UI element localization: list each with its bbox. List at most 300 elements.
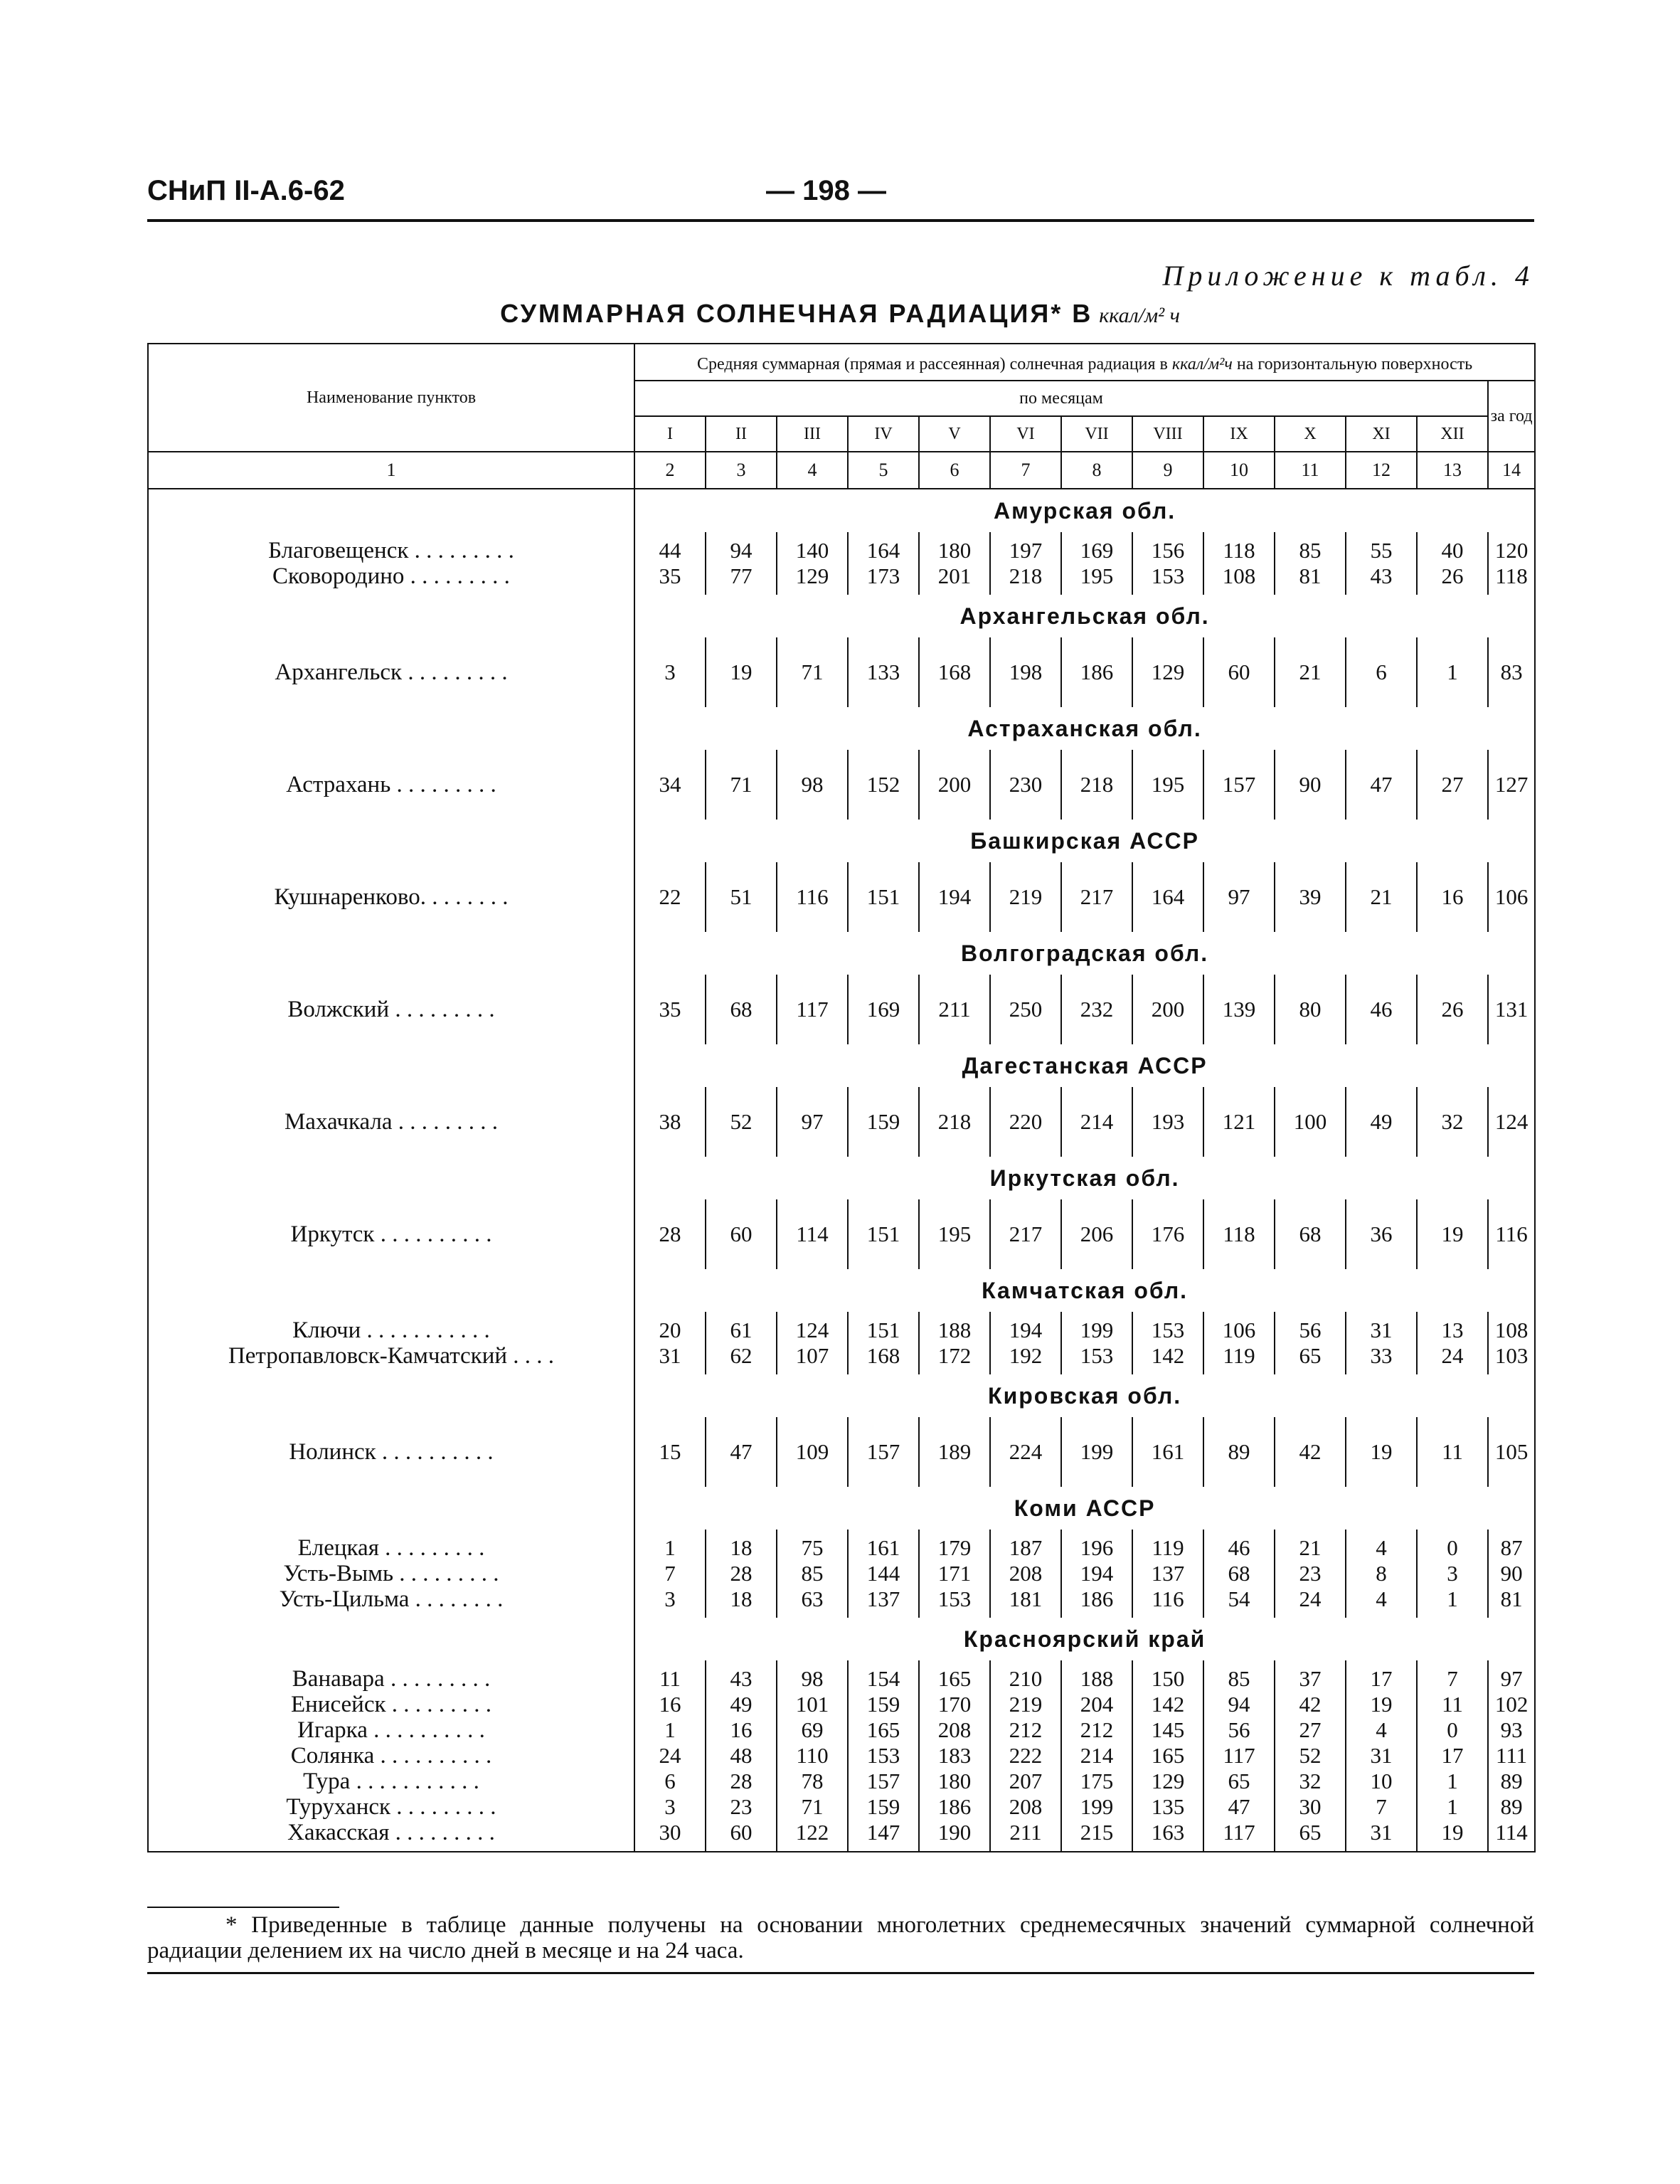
month-value: 117 bbox=[796, 997, 829, 1022]
month-value-cell bbox=[634, 1417, 706, 1487]
month-value-cell bbox=[1061, 975, 1132, 1044]
month-value-cell bbox=[634, 862, 706, 932]
month-value: 159 bbox=[866, 1794, 900, 1819]
month-value: 18 bbox=[730, 1586, 753, 1611]
month-value: 32 bbox=[1299, 1769, 1322, 1793]
month-value-cell bbox=[848, 532, 919, 595]
month-value-cell bbox=[1346, 1199, 1417, 1269]
region-name: Дагестанская АССР bbox=[634, 1044, 1535, 1087]
month-value-cell bbox=[1132, 1087, 1203, 1157]
month-value: 11 bbox=[1442, 1439, 1463, 1464]
month-value: 169 bbox=[866, 997, 900, 1022]
station-name: Архангельск . . . . . . . . . bbox=[275, 659, 508, 685]
month-value-cell bbox=[1417, 975, 1488, 1044]
month-value-cell bbox=[848, 1417, 919, 1487]
month-value: 199 bbox=[1080, 1439, 1114, 1464]
month-value-cell bbox=[1417, 1417, 1488, 1487]
month-value: 31 bbox=[1370, 1820, 1393, 1845]
month-value-cell bbox=[1203, 1312, 1275, 1374]
month-value: 36 bbox=[1370, 1221, 1393, 1246]
month-value-cell bbox=[990, 637, 1061, 707]
month-value: 153 bbox=[937, 1586, 972, 1611]
month-value: 23 bbox=[1299, 1561, 1322, 1586]
month-value: 60 bbox=[1228, 659, 1250, 684]
month-value: 18 bbox=[730, 1535, 753, 1560]
column-number: 11 bbox=[1275, 452, 1346, 489]
month-value: 34 bbox=[659, 772, 681, 797]
month-value-cell bbox=[1275, 1199, 1346, 1269]
month-value-cell bbox=[1346, 532, 1417, 595]
station-group-row bbox=[148, 532, 1535, 595]
month-value-cell bbox=[1346, 975, 1417, 1044]
month-value: 21 bbox=[1299, 1535, 1322, 1560]
month-value: 172 bbox=[937, 1343, 972, 1368]
month-value: 63 bbox=[801, 1586, 824, 1611]
region-header-row bbox=[148, 1157, 1535, 1199]
annual-value: 89 bbox=[1500, 1794, 1523, 1819]
annual-value: 90 bbox=[1500, 1561, 1523, 1586]
month-value: 1 bbox=[1447, 659, 1458, 684]
month-value: 117 bbox=[1223, 1820, 1255, 1845]
month-value: 194 bbox=[1080, 1561, 1114, 1586]
region-name: Иркутская обл. bbox=[634, 1157, 1535, 1199]
month-value-cell bbox=[1346, 1417, 1417, 1487]
month-value-cell bbox=[1061, 1417, 1132, 1487]
region-name: Архангельская обл. bbox=[634, 595, 1535, 637]
page-header bbox=[147, 175, 1534, 215]
month-value: 200 bbox=[1151, 997, 1185, 1022]
month-value: 173 bbox=[866, 563, 900, 588]
month-value: 151 bbox=[866, 1318, 900, 1342]
annual-value: 111 bbox=[1495, 1743, 1528, 1768]
month-value-cell bbox=[919, 1312, 990, 1374]
region-name: Амурская обл. bbox=[634, 489, 1535, 532]
month-value: 133 bbox=[866, 659, 900, 684]
annual-value-cell bbox=[1488, 1312, 1535, 1374]
column-number: 13 bbox=[1417, 452, 1488, 489]
month-value: 188 bbox=[937, 1318, 972, 1342]
region-header-row bbox=[148, 932, 1535, 975]
month-value: 109 bbox=[795, 1439, 829, 1464]
station-name: Тура . . . . . . . . . . . bbox=[303, 1769, 479, 1794]
month-value-cell bbox=[706, 1199, 777, 1269]
month-value: 1 bbox=[1447, 1794, 1458, 1819]
month-value: 46 bbox=[1370, 997, 1393, 1022]
month-value: 135 bbox=[1151, 1794, 1185, 1819]
month-value: 122 bbox=[795, 1820, 829, 1845]
month-value-cell bbox=[777, 1660, 848, 1852]
month-value: 43 bbox=[1370, 563, 1393, 588]
month-value: 161 bbox=[866, 1535, 900, 1560]
region-spacer bbox=[148, 489, 634, 532]
annual-value: 116 bbox=[1495, 1221, 1528, 1246]
month-value: 117 bbox=[1223, 1743, 1255, 1768]
month-value-cell bbox=[1132, 1312, 1203, 1374]
month-value: 150 bbox=[1151, 1666, 1185, 1691]
month-value-cell bbox=[1275, 1087, 1346, 1157]
month-value-cell bbox=[919, 862, 990, 932]
month-value-cell bbox=[1417, 1199, 1488, 1269]
station-name: Усть-Вымь . . . . . . . . . bbox=[283, 1561, 499, 1586]
header-month: VIII bbox=[1132, 416, 1203, 452]
month-value: 44 bbox=[659, 538, 681, 563]
month-value-cell bbox=[919, 1199, 990, 1269]
month-value-cell bbox=[1203, 637, 1275, 707]
month-value: 119 bbox=[1223, 1343, 1255, 1368]
month-value: 21 bbox=[1299, 659, 1322, 684]
month-value: 219 bbox=[1009, 884, 1043, 909]
month-value-cell bbox=[1346, 1530, 1417, 1618]
station-name: Сковородино . . . . . . . . . bbox=[272, 563, 510, 589]
month-value: 85 bbox=[801, 1561, 824, 1586]
month-value: 137 bbox=[1151, 1561, 1185, 1586]
month-value: 7 bbox=[1376, 1794, 1387, 1819]
month-value-cell bbox=[919, 975, 990, 1044]
month-value: 85 bbox=[1299, 538, 1322, 563]
footnote-rule bbox=[147, 1907, 339, 1908]
month-value: 121 bbox=[1222, 1109, 1256, 1134]
month-value-cell bbox=[990, 532, 1061, 595]
month-value-cell bbox=[1061, 1312, 1132, 1374]
month-value: 145 bbox=[1151, 1717, 1185, 1742]
annual-value: 131 bbox=[1494, 997, 1529, 1022]
month-value-cell bbox=[1132, 862, 1203, 932]
station-name: Петропавловск-Камчатский . . . . bbox=[228, 1343, 555, 1369]
month-value: 195 bbox=[1080, 563, 1114, 588]
station-group-row bbox=[148, 1417, 1535, 1487]
month-value-cell bbox=[1132, 1199, 1203, 1269]
month-value: 164 bbox=[866, 538, 900, 563]
month-value: 204 bbox=[1080, 1692, 1114, 1717]
station-names bbox=[148, 532, 634, 595]
month-value-cell bbox=[1061, 1660, 1132, 1852]
month-value: 108 bbox=[1222, 563, 1256, 588]
month-value: 61 bbox=[730, 1318, 753, 1342]
column-number: 10 bbox=[1203, 452, 1275, 489]
month-value: 11 bbox=[659, 1666, 681, 1691]
month-value: 142 bbox=[1151, 1692, 1185, 1717]
month-value: 49 bbox=[1370, 1109, 1393, 1134]
month-value-cell bbox=[634, 1087, 706, 1157]
month-value: 222 bbox=[1009, 1743, 1043, 1768]
month-value: 30 bbox=[659, 1820, 681, 1845]
month-value-cell bbox=[1132, 1530, 1203, 1618]
month-value: 189 bbox=[937, 1439, 972, 1464]
month-value: 214 bbox=[1080, 1743, 1114, 1768]
month-value-cell bbox=[634, 1660, 706, 1852]
region-spacer bbox=[148, 1044, 634, 1087]
radiation-table bbox=[147, 343, 1536, 1852]
header-month: XI bbox=[1346, 416, 1417, 452]
month-value: 16 bbox=[1441, 884, 1464, 909]
station-group-row bbox=[148, 1312, 1535, 1374]
annual-value: 124 bbox=[1494, 1109, 1529, 1134]
month-value-cell bbox=[777, 637, 848, 707]
month-value: 20 bbox=[659, 1318, 681, 1342]
month-value-cell bbox=[706, 975, 777, 1044]
station-name: Махачкала . . . . . . . . . bbox=[284, 1109, 499, 1135]
month-value: 219 bbox=[1009, 1692, 1043, 1717]
header-month: III bbox=[777, 416, 848, 452]
month-value: 22 bbox=[659, 884, 681, 909]
month-value-cell bbox=[706, 637, 777, 707]
month-value: 6 bbox=[664, 1769, 676, 1793]
month-value: 0 bbox=[1447, 1535, 1458, 1560]
month-value: 118 bbox=[1223, 1221, 1255, 1246]
month-value: 16 bbox=[659, 1692, 681, 1717]
month-value-cell bbox=[706, 1660, 777, 1852]
month-value: 154 bbox=[866, 1666, 900, 1691]
month-value: 157 bbox=[866, 1439, 900, 1464]
station-group-row bbox=[148, 1199, 1535, 1269]
month-value: 16 bbox=[730, 1717, 753, 1742]
month-value: 197 bbox=[1009, 538, 1043, 563]
month-value-cell bbox=[1203, 1660, 1275, 1852]
month-value: 11 bbox=[1442, 1692, 1463, 1717]
month-value-cell bbox=[1203, 1087, 1275, 1157]
month-value: 171 bbox=[937, 1561, 972, 1586]
month-value-cell bbox=[777, 1087, 848, 1157]
header-month: V bbox=[919, 416, 990, 452]
month-value: 90 bbox=[1299, 772, 1322, 797]
month-value: 208 bbox=[937, 1717, 972, 1742]
month-value: 19 bbox=[1441, 1820, 1464, 1845]
month-value: 116 bbox=[796, 884, 829, 909]
month-value-cell bbox=[1132, 750, 1203, 820]
annual-value-cell bbox=[1488, 750, 1535, 820]
month-value: 157 bbox=[866, 1769, 900, 1793]
column-number-row bbox=[148, 452, 1535, 489]
month-value: 168 bbox=[866, 1343, 900, 1368]
month-value: 97 bbox=[801, 1109, 824, 1134]
station-group-row bbox=[148, 1087, 1535, 1157]
annual-value: 87 bbox=[1500, 1535, 1523, 1560]
column-number: 5 bbox=[848, 452, 919, 489]
month-value: 75 bbox=[801, 1535, 824, 1560]
month-value-cell bbox=[777, 1312, 848, 1374]
month-value: 180 bbox=[937, 538, 972, 563]
table-title-unit: ккал/м² ч bbox=[1099, 304, 1180, 327]
month-value-cell bbox=[634, 1530, 706, 1618]
document-code: СНиП II-А.6-62 bbox=[147, 175, 345, 206]
header-station-name: Наименование пунктов bbox=[148, 344, 634, 452]
month-value: 3 bbox=[664, 1794, 676, 1819]
month-value: 60 bbox=[730, 1221, 753, 1246]
station-name: Енисейск . . . . . . . . . bbox=[290, 1692, 491, 1717]
month-value: 194 bbox=[937, 884, 972, 909]
month-value-cell bbox=[919, 1417, 990, 1487]
region-header-row bbox=[148, 1374, 1535, 1417]
month-value-cell bbox=[990, 1660, 1061, 1852]
header-description-text: Средняя суммарная (прямая и рассеянная) солнечная радиация в bbox=[697, 355, 1168, 373]
region-spacer bbox=[148, 820, 634, 862]
region-name: Кировская обл. bbox=[634, 1374, 1535, 1417]
month-value-cell bbox=[1346, 1312, 1417, 1374]
month-value: 211 bbox=[1009, 1820, 1042, 1845]
month-value-cell bbox=[777, 862, 848, 932]
region-name: Камчатская обл. bbox=[634, 1269, 1535, 1312]
month-value-cell bbox=[634, 1199, 706, 1269]
month-value: 4 bbox=[1376, 1535, 1387, 1560]
station-names bbox=[148, 1312, 634, 1374]
annual-value: 93 bbox=[1500, 1717, 1523, 1742]
month-value-cell bbox=[634, 532, 706, 595]
month-value: 119 bbox=[1152, 1535, 1184, 1560]
annual-value: 97 bbox=[1500, 1666, 1523, 1691]
month-value: 56 bbox=[1228, 1717, 1250, 1742]
month-value: 17 bbox=[1370, 1666, 1393, 1691]
station-group-row bbox=[148, 637, 1535, 707]
station-name: Благовещенск . . . . . . . . . bbox=[268, 538, 514, 563]
month-value: 49 bbox=[730, 1692, 753, 1717]
station-names bbox=[148, 1087, 634, 1157]
month-value: 1 bbox=[1447, 1769, 1458, 1793]
month-value: 68 bbox=[730, 997, 753, 1022]
month-value: 52 bbox=[1299, 1743, 1322, 1768]
month-value: 47 bbox=[730, 1439, 753, 1464]
month-value: 107 bbox=[795, 1343, 829, 1368]
station-names bbox=[148, 1660, 634, 1852]
month-value: 60 bbox=[730, 1820, 753, 1845]
month-value: 152 bbox=[866, 772, 900, 797]
month-value-cell bbox=[990, 1312, 1061, 1374]
month-value: 26 bbox=[1441, 997, 1464, 1022]
month-value-cell bbox=[1132, 975, 1203, 1044]
month-value: 151 bbox=[866, 884, 900, 909]
month-value-cell bbox=[777, 1530, 848, 1618]
month-value-cell bbox=[1203, 862, 1275, 932]
annual-value-cell bbox=[1488, 637, 1535, 707]
header-month: X bbox=[1275, 416, 1346, 452]
month-value-cell bbox=[1203, 532, 1275, 595]
region-name: Коми АССР bbox=[634, 1487, 1535, 1530]
month-value: 153 bbox=[1151, 563, 1185, 588]
month-value: 31 bbox=[1370, 1743, 1393, 1768]
month-value-cell bbox=[1203, 1530, 1275, 1618]
month-value-cell bbox=[1275, 1417, 1346, 1487]
header-months-label: по месяцам bbox=[634, 381, 1488, 416]
month-value: 153 bbox=[1151, 1318, 1185, 1342]
month-value: 212 bbox=[1009, 1717, 1043, 1742]
month-value-cell bbox=[848, 1199, 919, 1269]
month-value-cell bbox=[990, 1530, 1061, 1618]
month-value: 217 bbox=[1080, 884, 1114, 909]
month-value: 183 bbox=[937, 1743, 972, 1768]
month-value-cell bbox=[919, 750, 990, 820]
region-header-row bbox=[148, 1487, 1535, 1530]
month-value-cell bbox=[634, 750, 706, 820]
header-month: VI bbox=[990, 416, 1061, 452]
month-value: 170 bbox=[937, 1692, 972, 1717]
month-value-cell bbox=[919, 532, 990, 595]
month-value-cell bbox=[1203, 1417, 1275, 1487]
region-header-row bbox=[148, 595, 1535, 637]
month-value: 39 bbox=[1299, 884, 1322, 909]
month-value: 212 bbox=[1080, 1717, 1114, 1742]
month-value: 230 bbox=[1009, 772, 1043, 797]
annual-value: 127 bbox=[1494, 772, 1529, 797]
month-value-cell bbox=[1061, 1530, 1132, 1618]
month-value: 211 bbox=[938, 997, 971, 1022]
month-value: 164 bbox=[1151, 884, 1185, 909]
month-value: 159 bbox=[866, 1692, 900, 1717]
region-header-row bbox=[148, 707, 1535, 750]
month-value-cell bbox=[990, 862, 1061, 932]
month-value-cell bbox=[1061, 1199, 1132, 1269]
annual-value: 108 bbox=[1494, 1318, 1529, 1342]
month-value: 186 bbox=[1080, 1586, 1114, 1611]
month-value-cell bbox=[1275, 750, 1346, 820]
page-number: — 198 — bbox=[766, 175, 886, 206]
month-value: 27 bbox=[1299, 1717, 1322, 1742]
month-value-cell bbox=[1275, 637, 1346, 707]
month-value-cell bbox=[706, 1417, 777, 1487]
month-value: 47 bbox=[1370, 772, 1393, 797]
month-value: 3 bbox=[664, 1586, 676, 1611]
header-month: IX bbox=[1203, 416, 1275, 452]
header-description-tail: на горизонтальную поверхность bbox=[1236, 355, 1473, 373]
month-value: 32 bbox=[1441, 1109, 1464, 1134]
station-name: Хакасская . . . . . . . . . bbox=[287, 1820, 495, 1845]
annual-value: 83 bbox=[1500, 659, 1523, 684]
month-value: 206 bbox=[1080, 1221, 1114, 1246]
column-number: 2 bbox=[634, 452, 706, 489]
month-value: 19 bbox=[1370, 1692, 1393, 1717]
month-value: 30 bbox=[1299, 1794, 1322, 1819]
month-value-cell bbox=[1275, 1312, 1346, 1374]
month-value-cell bbox=[1275, 862, 1346, 932]
month-value: 98 bbox=[801, 1666, 824, 1691]
month-value: 65 bbox=[1299, 1343, 1322, 1368]
station-name: Солянка . . . . . . . . . . bbox=[290, 1743, 492, 1769]
month-value: 24 bbox=[659, 1743, 681, 1768]
month-value: 116 bbox=[1152, 1586, 1184, 1611]
month-value: 7 bbox=[1447, 1666, 1458, 1691]
month-value: 46 bbox=[1228, 1535, 1250, 1560]
station-names bbox=[148, 1199, 634, 1269]
month-value: 106 bbox=[1222, 1318, 1256, 1342]
month-value: 27 bbox=[1441, 772, 1464, 797]
region-header-row bbox=[148, 1618, 1535, 1660]
station-names bbox=[148, 862, 634, 932]
month-value: 56 bbox=[1299, 1318, 1322, 1342]
month-value: 28 bbox=[730, 1561, 753, 1586]
month-value-cell bbox=[634, 637, 706, 707]
month-value: 186 bbox=[1080, 659, 1114, 684]
region-spacer bbox=[148, 595, 634, 637]
month-value: 71 bbox=[730, 772, 753, 797]
region-spacer bbox=[148, 1487, 634, 1530]
region-name: Башкирская АССР bbox=[634, 820, 1535, 862]
month-value: 1 bbox=[1447, 1586, 1458, 1611]
month-value: 232 bbox=[1080, 997, 1114, 1022]
month-value-cell bbox=[990, 1087, 1061, 1157]
column-number: 7 bbox=[990, 452, 1061, 489]
month-value: 153 bbox=[866, 1743, 900, 1768]
month-value-cell bbox=[990, 1417, 1061, 1487]
month-value: 42 bbox=[1299, 1439, 1322, 1464]
month-value-cell bbox=[919, 1660, 990, 1852]
month-value: 195 bbox=[1151, 772, 1185, 797]
table-title bbox=[0, 299, 1680, 329]
month-value-cell bbox=[706, 1530, 777, 1618]
month-value: 250 bbox=[1009, 997, 1043, 1022]
month-value: 210 bbox=[1009, 1666, 1043, 1691]
month-value: 35 bbox=[659, 997, 681, 1022]
month-value: 4 bbox=[1376, 1717, 1387, 1742]
column-number: 1 bbox=[148, 452, 634, 489]
month-value: 17 bbox=[1441, 1743, 1464, 1768]
